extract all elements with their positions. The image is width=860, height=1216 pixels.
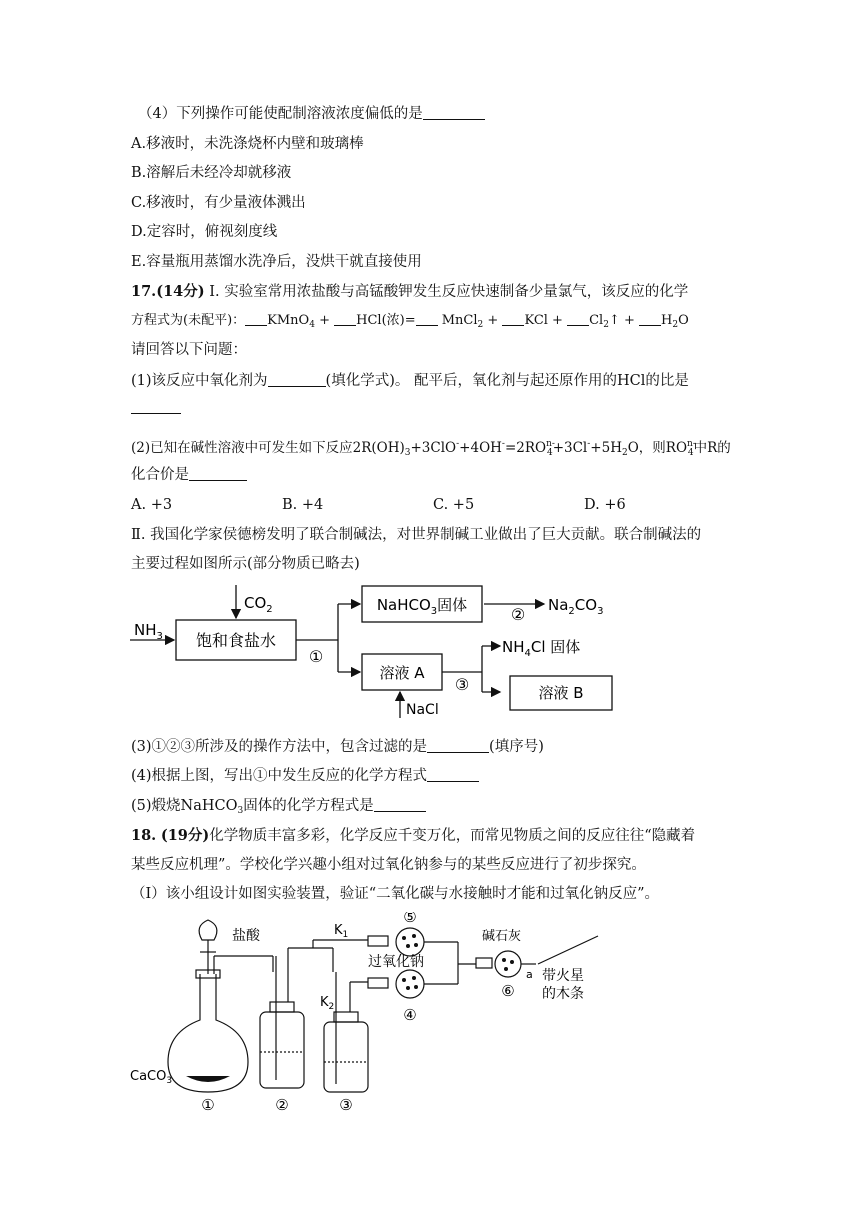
q18-line2: 某些反应机理”。学校化学兴趣小组对过氧化钠参与的某些反应进行了初步探究。 bbox=[131, 857, 646, 873]
answer-blank[interactable] bbox=[189, 466, 247, 481]
q17-equation: 方程式为(未配平)： KMnO$_4$ + HCl(浓)= MnCl$_2$ + KCl + $Cl_2↑ + H_2O$ bbox=[131, 313, 689, 330]
co2-label: $CO_2$ bbox=[244, 594, 273, 615]
q16-option-d: D.定容时，俯视刻度线 bbox=[131, 224, 278, 240]
step3-marker: ③ bbox=[454, 675, 470, 694]
soda-process-flowchart bbox=[128, 580, 628, 720]
q17-part2-line2: 主要过程如图所示(部分物质已略去) bbox=[131, 556, 360, 572]
answer-blank[interactable] bbox=[374, 797, 426, 812]
q17-heading: 17.(14分) Ⅰ. 实验室常用浓盐酸与高锰酸钾发生反应快速制备少量氯气，该反应的化学 bbox=[131, 283, 689, 300]
answer-blank[interactable] bbox=[423, 105, 485, 120]
q16-option-e: E.容量瓶用蒸馏水洗净后，没烘干就直接使用 bbox=[131, 254, 422, 270]
apparatus-diagram bbox=[128, 912, 618, 1112]
step2-marker: ② bbox=[510, 605, 526, 624]
q17-q3: (3)①②③所涉及的操作方法中，包含过滤的是 (填序号) bbox=[131, 739, 544, 755]
item-3-marker: ③ bbox=[339, 1096, 353, 1112]
na2o2-label: 过氧化钠 bbox=[368, 954, 424, 970]
q16-option-b: B.溶解后未经冷却就移液 bbox=[131, 165, 292, 181]
q17-q5: (5)煅烧NaHCO$_3$固体的化学方程式是 bbox=[131, 796, 426, 821]
q17-q4: (4)根据上图，写出①中发生反应的化学方程式 bbox=[131, 766, 479, 786]
choice-b[interactable]: B. +4 bbox=[282, 497, 324, 513]
item-4-marker: ④ bbox=[403, 1006, 417, 1024]
splint-label-1: 带火星 bbox=[542, 968, 584, 984]
q16-option-c: C.移液时，有少量液体溅出 bbox=[131, 195, 306, 211]
na2co3-label: $Na_2CO_3$ bbox=[548, 596, 604, 617]
answer-blank[interactable] bbox=[427, 767, 479, 782]
choice-c[interactable]: C. +5 bbox=[433, 497, 475, 513]
solution-a-label: 溶液 A bbox=[379, 664, 425, 682]
step1-marker: ① bbox=[308, 647, 324, 666]
acid-label: 盐酸 bbox=[232, 928, 260, 944]
q17-part2-line1: Ⅱ. 我国化学家侯德榜发明了联合制碱法，对世界制碱工业做出了巨大贡献。联合制碱法的 bbox=[131, 527, 702, 543]
brine-box-label: 饱和食盐水 bbox=[195, 631, 277, 650]
q18-line3: （Ⅰ）该小组设计如图实验装置，验证“二氧化碳与水接触时才能和过氧化钠反应”。 bbox=[131, 886, 660, 902]
nh4cl-label: $NH_4Cl$ 固体 bbox=[502, 638, 581, 659]
q17-q1-blank bbox=[131, 398, 181, 418]
q16-option-a: A.移液时，未洗涤烧杯内壁和玻璃棒 bbox=[131, 136, 364, 152]
nacl-label: NaCl bbox=[406, 702, 439, 718]
item-6-marker: ⑥ bbox=[501, 982, 515, 1000]
q17-q2-cont: 化合价是 bbox=[131, 465, 247, 485]
nahco3-box-label: NaHCO$_3$固体 bbox=[376, 596, 468, 617]
q17-q1: (1)该反应中氧化剂为 (填化学式)。 配平后，氧化剂与起还原作用的HCl的比是 bbox=[131, 373, 689, 389]
splint-label-2: 的木条 bbox=[542, 986, 584, 1002]
caco3-label: CaCO$_3$ bbox=[130, 1069, 173, 1086]
answer-blank[interactable] bbox=[131, 399, 181, 414]
item-1-marker: ① bbox=[201, 1096, 215, 1112]
choice-a[interactable]: A. +3 bbox=[131, 497, 173, 513]
item-5-marker: ⑤ bbox=[403, 912, 417, 926]
k1-label: $K_1$ bbox=[334, 923, 349, 940]
q17-ask: 请回答以下问题： bbox=[131, 342, 247, 358]
nh3-label: $NH_3$ bbox=[134, 621, 163, 642]
solution-b-label: 溶液 B bbox=[538, 684, 584, 702]
port-a-label: a bbox=[526, 968, 533, 981]
q17-q2: (2)已知在碱性溶液中可发生如下反应$2R(OH)_3+3ClO^-+4OH^-=2RO^{n-}_4+3Cl^-+5H_2O$，则$RO^{n-}_4$中R的 bbox=[131, 439, 731, 458]
k2-label: $K_2$ bbox=[320, 995, 335, 1012]
q18-heading: 18. (19分)化学物质丰富多彩，化学反应千变万化，而常见物质之间的反应往往“隐藏着 bbox=[131, 827, 696, 844]
item-2-marker: ② bbox=[275, 1096, 289, 1112]
sodalime-label: 碱石灰 bbox=[482, 929, 522, 944]
answer-blank[interactable] bbox=[427, 738, 489, 753]
answer-blank[interactable] bbox=[268, 372, 326, 387]
choice-d[interactable]: D. +6 bbox=[584, 497, 626, 513]
q16-item4: （4）下列操作可能使配制溶液浓度偏低的是 bbox=[138, 104, 485, 124]
